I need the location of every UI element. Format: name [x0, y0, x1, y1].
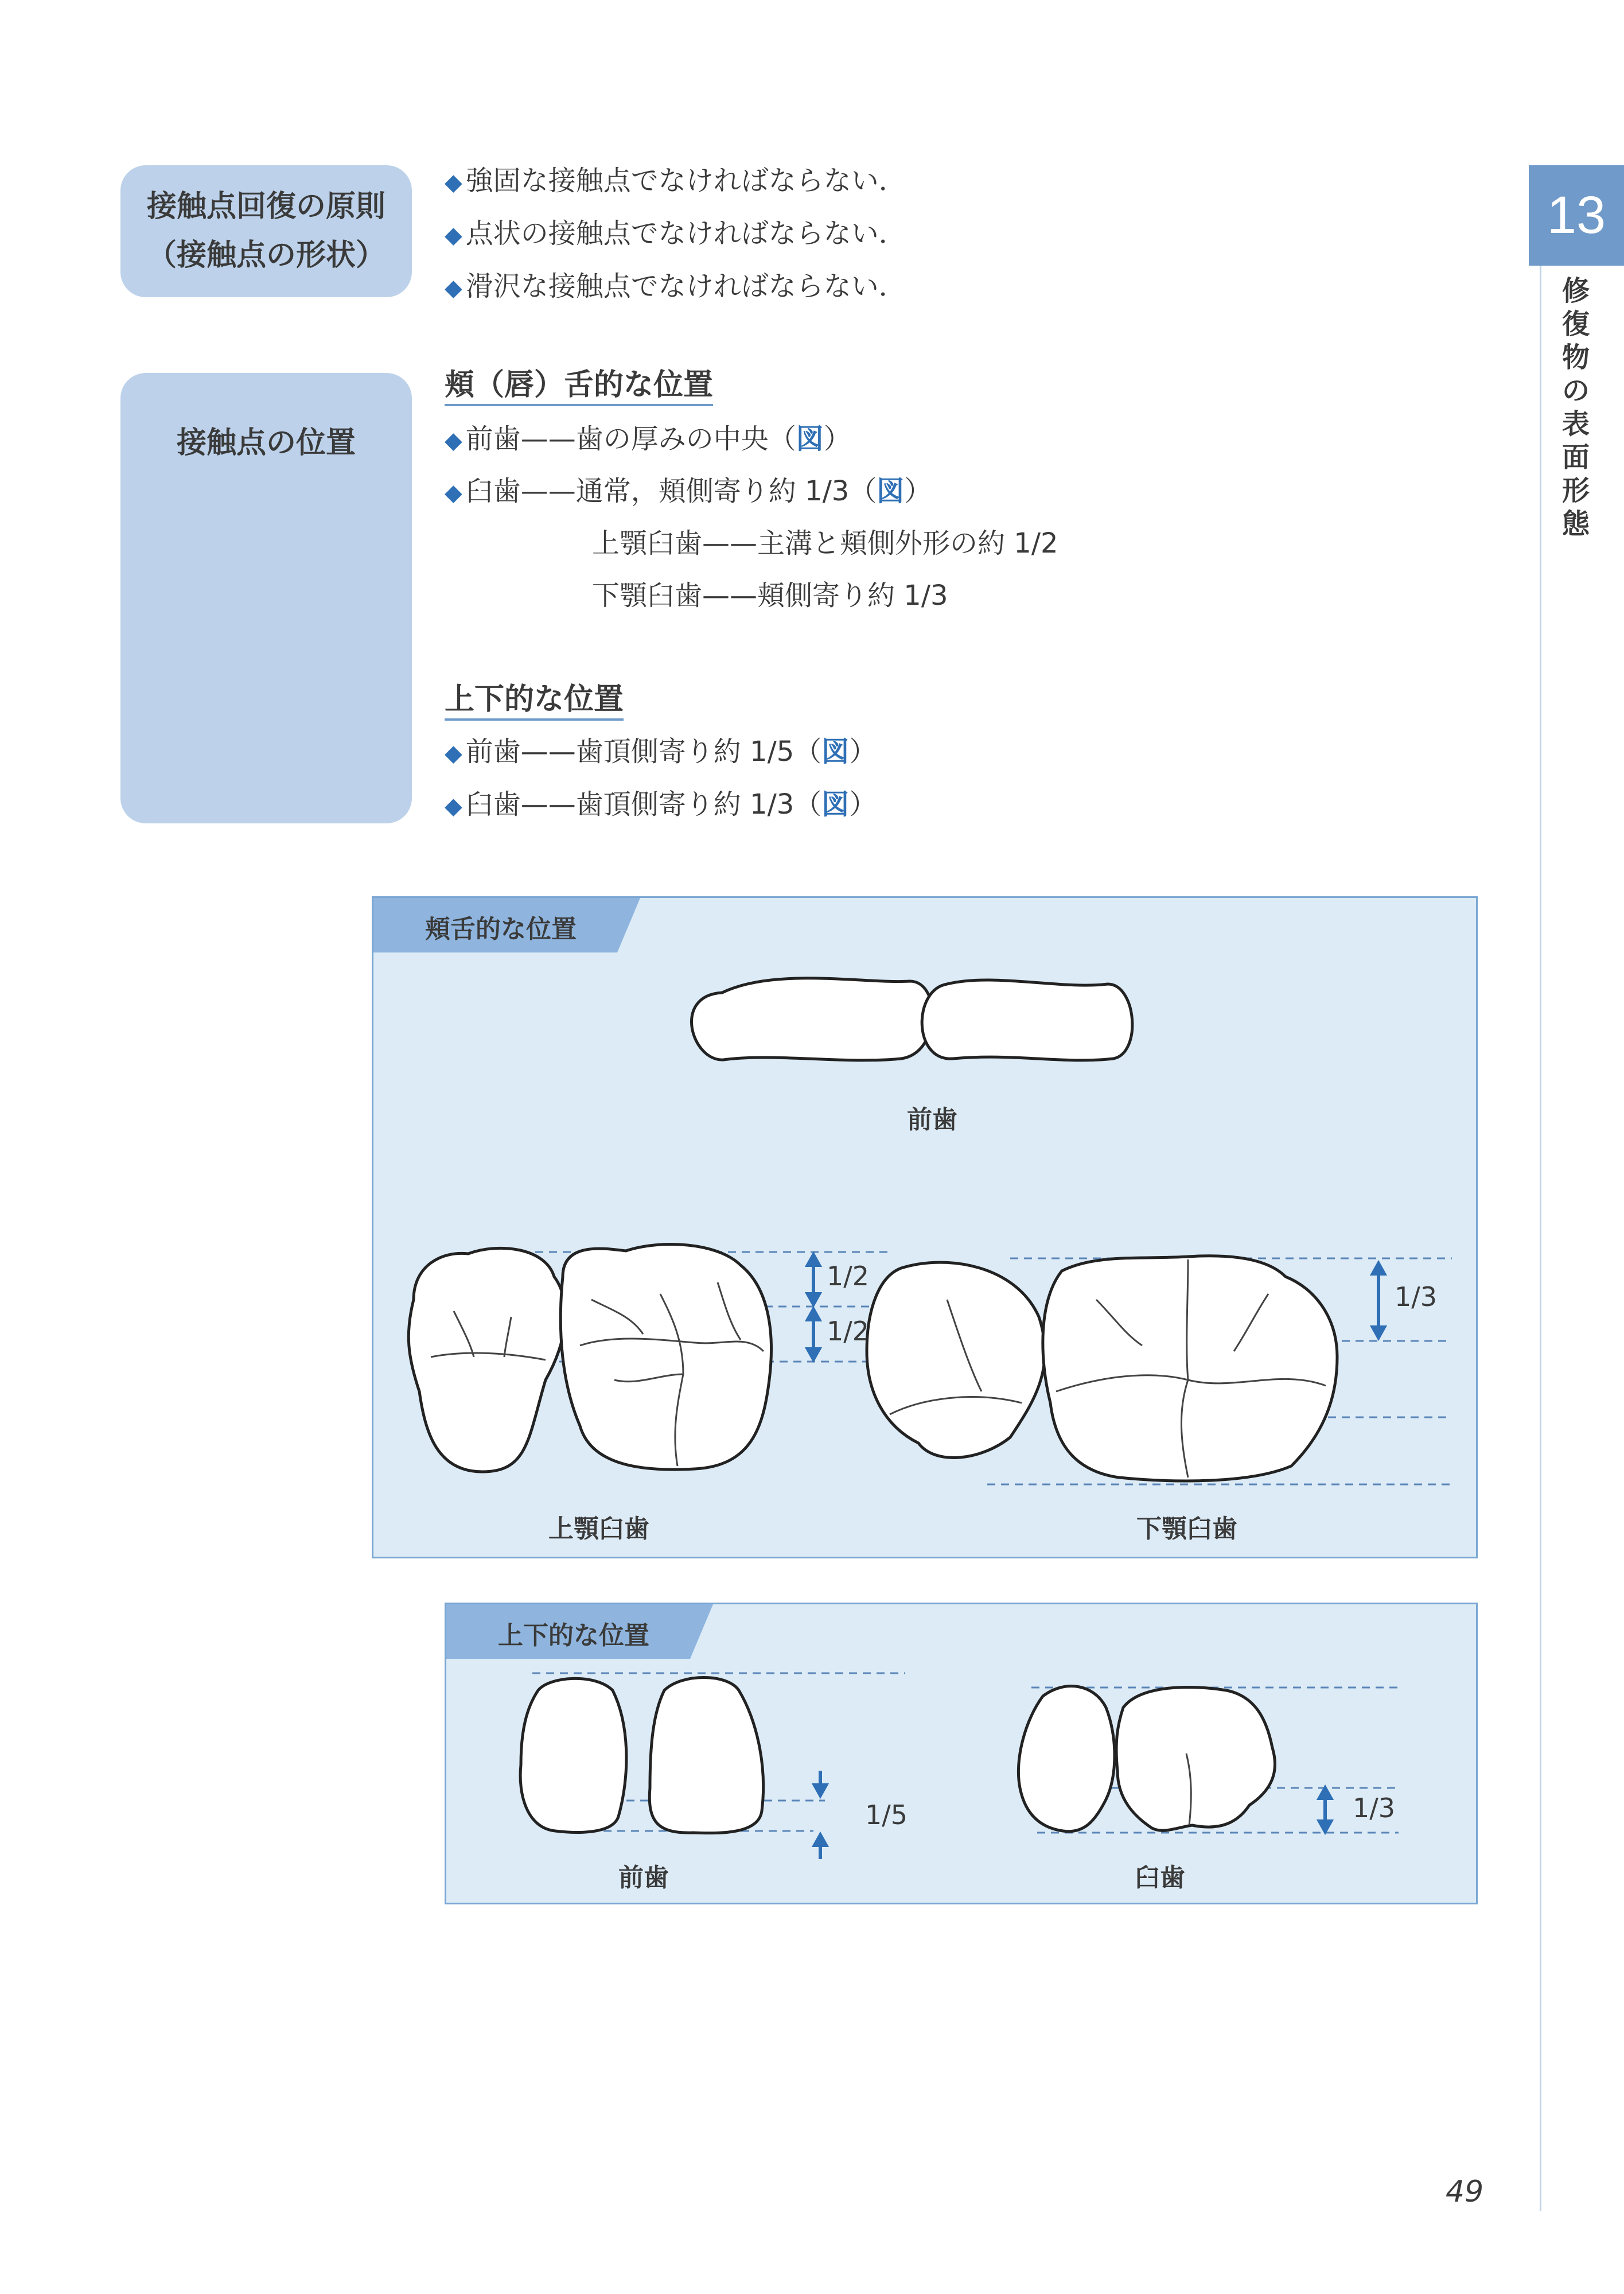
lower-molar — [1043, 1256, 1337, 1481]
lower-premolar — [867, 1262, 1045, 1457]
ratio-upper-b: 1/2 — [827, 1316, 870, 1347]
ratio-lower: 1/3 — [1395, 1281, 1438, 1312]
figure-vert-panel — [445, 1603, 1478, 1904]
principle-label-line1: 接触点回復の原則 — [146, 189, 385, 224]
figure-ref[interactable]: 図 — [796, 423, 824, 455]
page-number: 49 — [1446, 2175, 1484, 2209]
figure-vert-title: 上下的な位置 — [498, 1621, 649, 1650]
chapter-rule — [1540, 266, 1541, 2211]
anterior-tooth-right — [922, 980, 1132, 1060]
vert-item-anterior: ◆ 前歯——歯頂側寄り約 1/5（図） — [445, 736, 877, 768]
principle-label-box — [120, 165, 412, 297]
ratio-anterior: 1/5 — [865, 1799, 908, 1830]
caption-lower-molar: 下顎臼歯 — [1136, 1514, 1237, 1543]
bl-sub-lower: 下顎臼歯——頬側寄り約 1/3 — [592, 580, 948, 612]
figure-bl-drawing — [373, 898, 1476, 1557]
principle-label-line2: （接触点の形状） — [146, 238, 385, 273]
vert-premolar — [1018, 1686, 1115, 1832]
principle-item: ◆ 滑沢な接触点でなければならない． — [445, 270, 906, 302]
bl-sub-upper: 上顎臼歯——主溝と頬側外形の約 1/2 — [592, 527, 1058, 559]
diamond-icon: ◆ — [445, 480, 462, 506]
vert-molar — [1116, 1687, 1275, 1830]
caption-upper-molar: 上顎臼歯 — [548, 1514, 649, 1543]
figure-bl-panel — [372, 896, 1478, 1558]
position-label: 接触点の位置 — [176, 426, 356, 460]
bl-heading: 頬（唇）舌的な位置 — [445, 367, 713, 406]
figure-ref[interactable]: 図 — [877, 475, 905, 507]
figure-ref[interactable]: 図 — [821, 788, 850, 821]
principle-item: ◆ 点状の接触点でなければならない． — [445, 217, 906, 250]
ratio-upper-a: 1/2 — [827, 1261, 870, 1292]
bl-item-anterior: ◆ 前歯——歯の厚みの中央（図） — [445, 423, 851, 455]
caption-molar: 臼歯 — [1135, 1863, 1185, 1892]
vert-item-molar: ◆ 臼歯——歯頂側寄り約 1/3（図） — [445, 788, 877, 821]
upper-molar — [560, 1245, 771, 1470]
diamond-icon: ◆ — [445, 427, 462, 454]
caption-anterior: 前歯 — [907, 1105, 957, 1134]
principle-item: ◆ 強固な接触点でなければならない． — [445, 165, 906, 197]
position-label-box — [120, 373, 412, 823]
diamond-icon: ◆ — [445, 169, 462, 196]
diamond-icon: ◆ — [445, 793, 462, 819]
figure-bl-title: 頬舌的な位置 — [425, 915, 577, 944]
vert-anterior-right — [649, 1678, 763, 1833]
bl-item-molar: ◆ 臼歯——通常，頬側寄り約 1/3（図） — [445, 475, 932, 507]
chapter-title: 修 復 物 の 表 面 形 態 — [1561, 275, 1590, 540]
vert-heading: 上下的な位置 — [445, 682, 624, 721]
diamond-icon: ◆ — [445, 275, 462, 301]
diamond-icon: ◆ — [445, 222, 462, 248]
ratio-molar: 1/3 — [1353, 1793, 1396, 1823]
chapter-number: 13 — [1547, 186, 1606, 244]
figure-ref[interactable]: 図 — [821, 736, 850, 768]
principle-list — [445, 164, 906, 322]
caption-anterior: 前歯 — [618, 1863, 669, 1892]
anterior-tooth-left — [692, 978, 933, 1060]
diamond-icon: ◆ — [445, 740, 462, 767]
vert-anterior-left — [520, 1678, 626, 1832]
